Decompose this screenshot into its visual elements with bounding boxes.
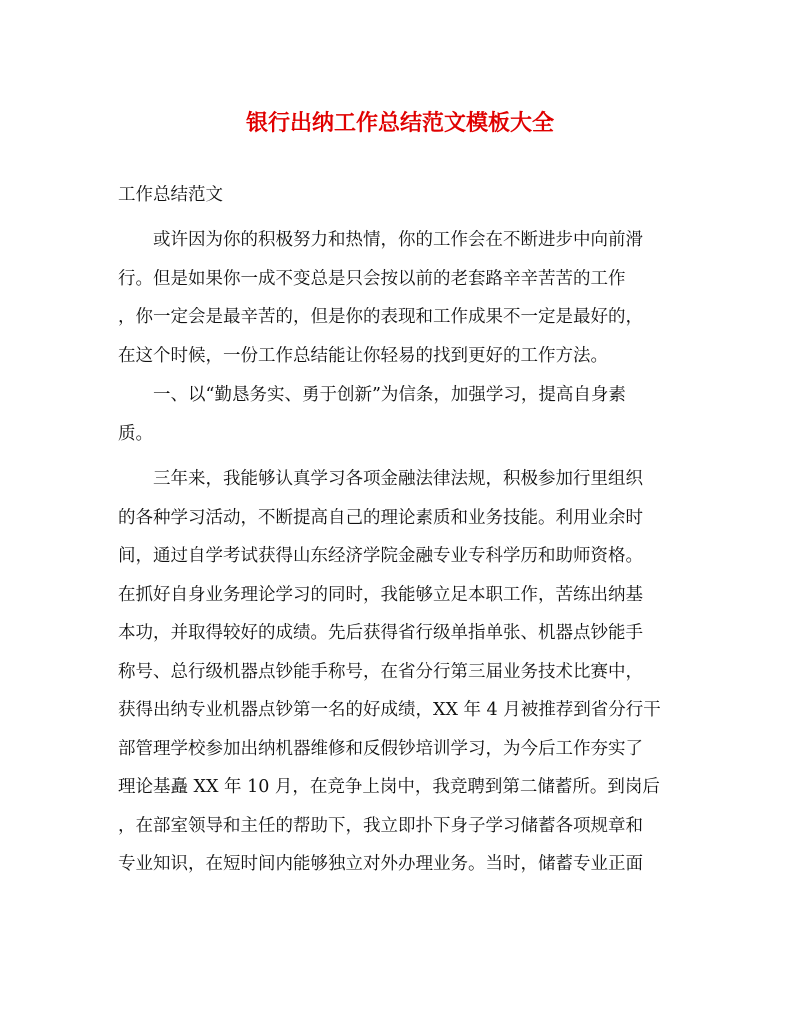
document-title: 银行出纳工作总结范文模板大全 xyxy=(245,110,554,136)
text-line: 或许因为你的积极努力和热情，你的工作会在不断进步中向前滑 xyxy=(118,230,643,250)
text-line: 间，通过自学考试获得山东经济学院金融专业专科学历和助师资格。 xyxy=(118,546,643,566)
paragraph-experience xyxy=(118,460,678,884)
text-line: ，在部室领导和主任的帮助下，我立即扑下身子学习储蓄各项规章和 xyxy=(118,815,643,836)
text-line: 的各种学习活动，不断提高自己的理论素质和业务技能。利用业余时 xyxy=(118,507,643,528)
text-line: 获得出纳专业机器点钞第一名的好成绩，XX 年 4 月被推荐到省分行干 xyxy=(118,700,661,720)
text-line: 在这个时候，一份工作总结能让你轻易的找到更好的工作方法。 xyxy=(118,345,608,366)
text-line: 在抓好自身业务理论学习的同时，我能够立足本职工作，苦练出纳基 xyxy=(118,584,643,605)
paragraph-intro xyxy=(118,221,678,375)
text-line: 本功，并取得较好的成绩。先后获得省行级单指单张、机器点钞能手 xyxy=(118,623,643,643)
text-line: 理论基矗 XX 年 10 月，在竞争上岗中，我竞聘到第二储蓄所。到岗后 xyxy=(118,777,660,797)
text-line: 称号、总行级机器点钞能手称号，在省分行第三届业务技术比赛中， xyxy=(118,661,643,682)
text-line: ，你一定会是最辛苦的，但是你的表现和工作成果不一定是最好的， xyxy=(118,307,643,327)
text-line: 一、以“勤恳务实、勇于创新”为信条，加强学习，提高自身素 xyxy=(118,385,626,405)
text-line: 行。但是如果你一成不变总是只会按以前的老套路辛辛苦苦的工作 xyxy=(118,268,626,289)
text-line: 三年来，我能够认真学习各项金融法律法规，积极参加行里组织 xyxy=(118,469,643,489)
text-line: 质。 xyxy=(118,423,153,444)
paragraph-section-one xyxy=(118,376,678,453)
section-subheading: 工作总结范文 xyxy=(118,185,223,205)
text-line: 部管理学校参加出纳机器维修和反假钞培训学习，为今后工作夯实了 xyxy=(118,738,643,759)
text-line: 专业知识，在短时间内能够独立对外办理业务。当时，储蓄专业正面 xyxy=(118,854,643,874)
